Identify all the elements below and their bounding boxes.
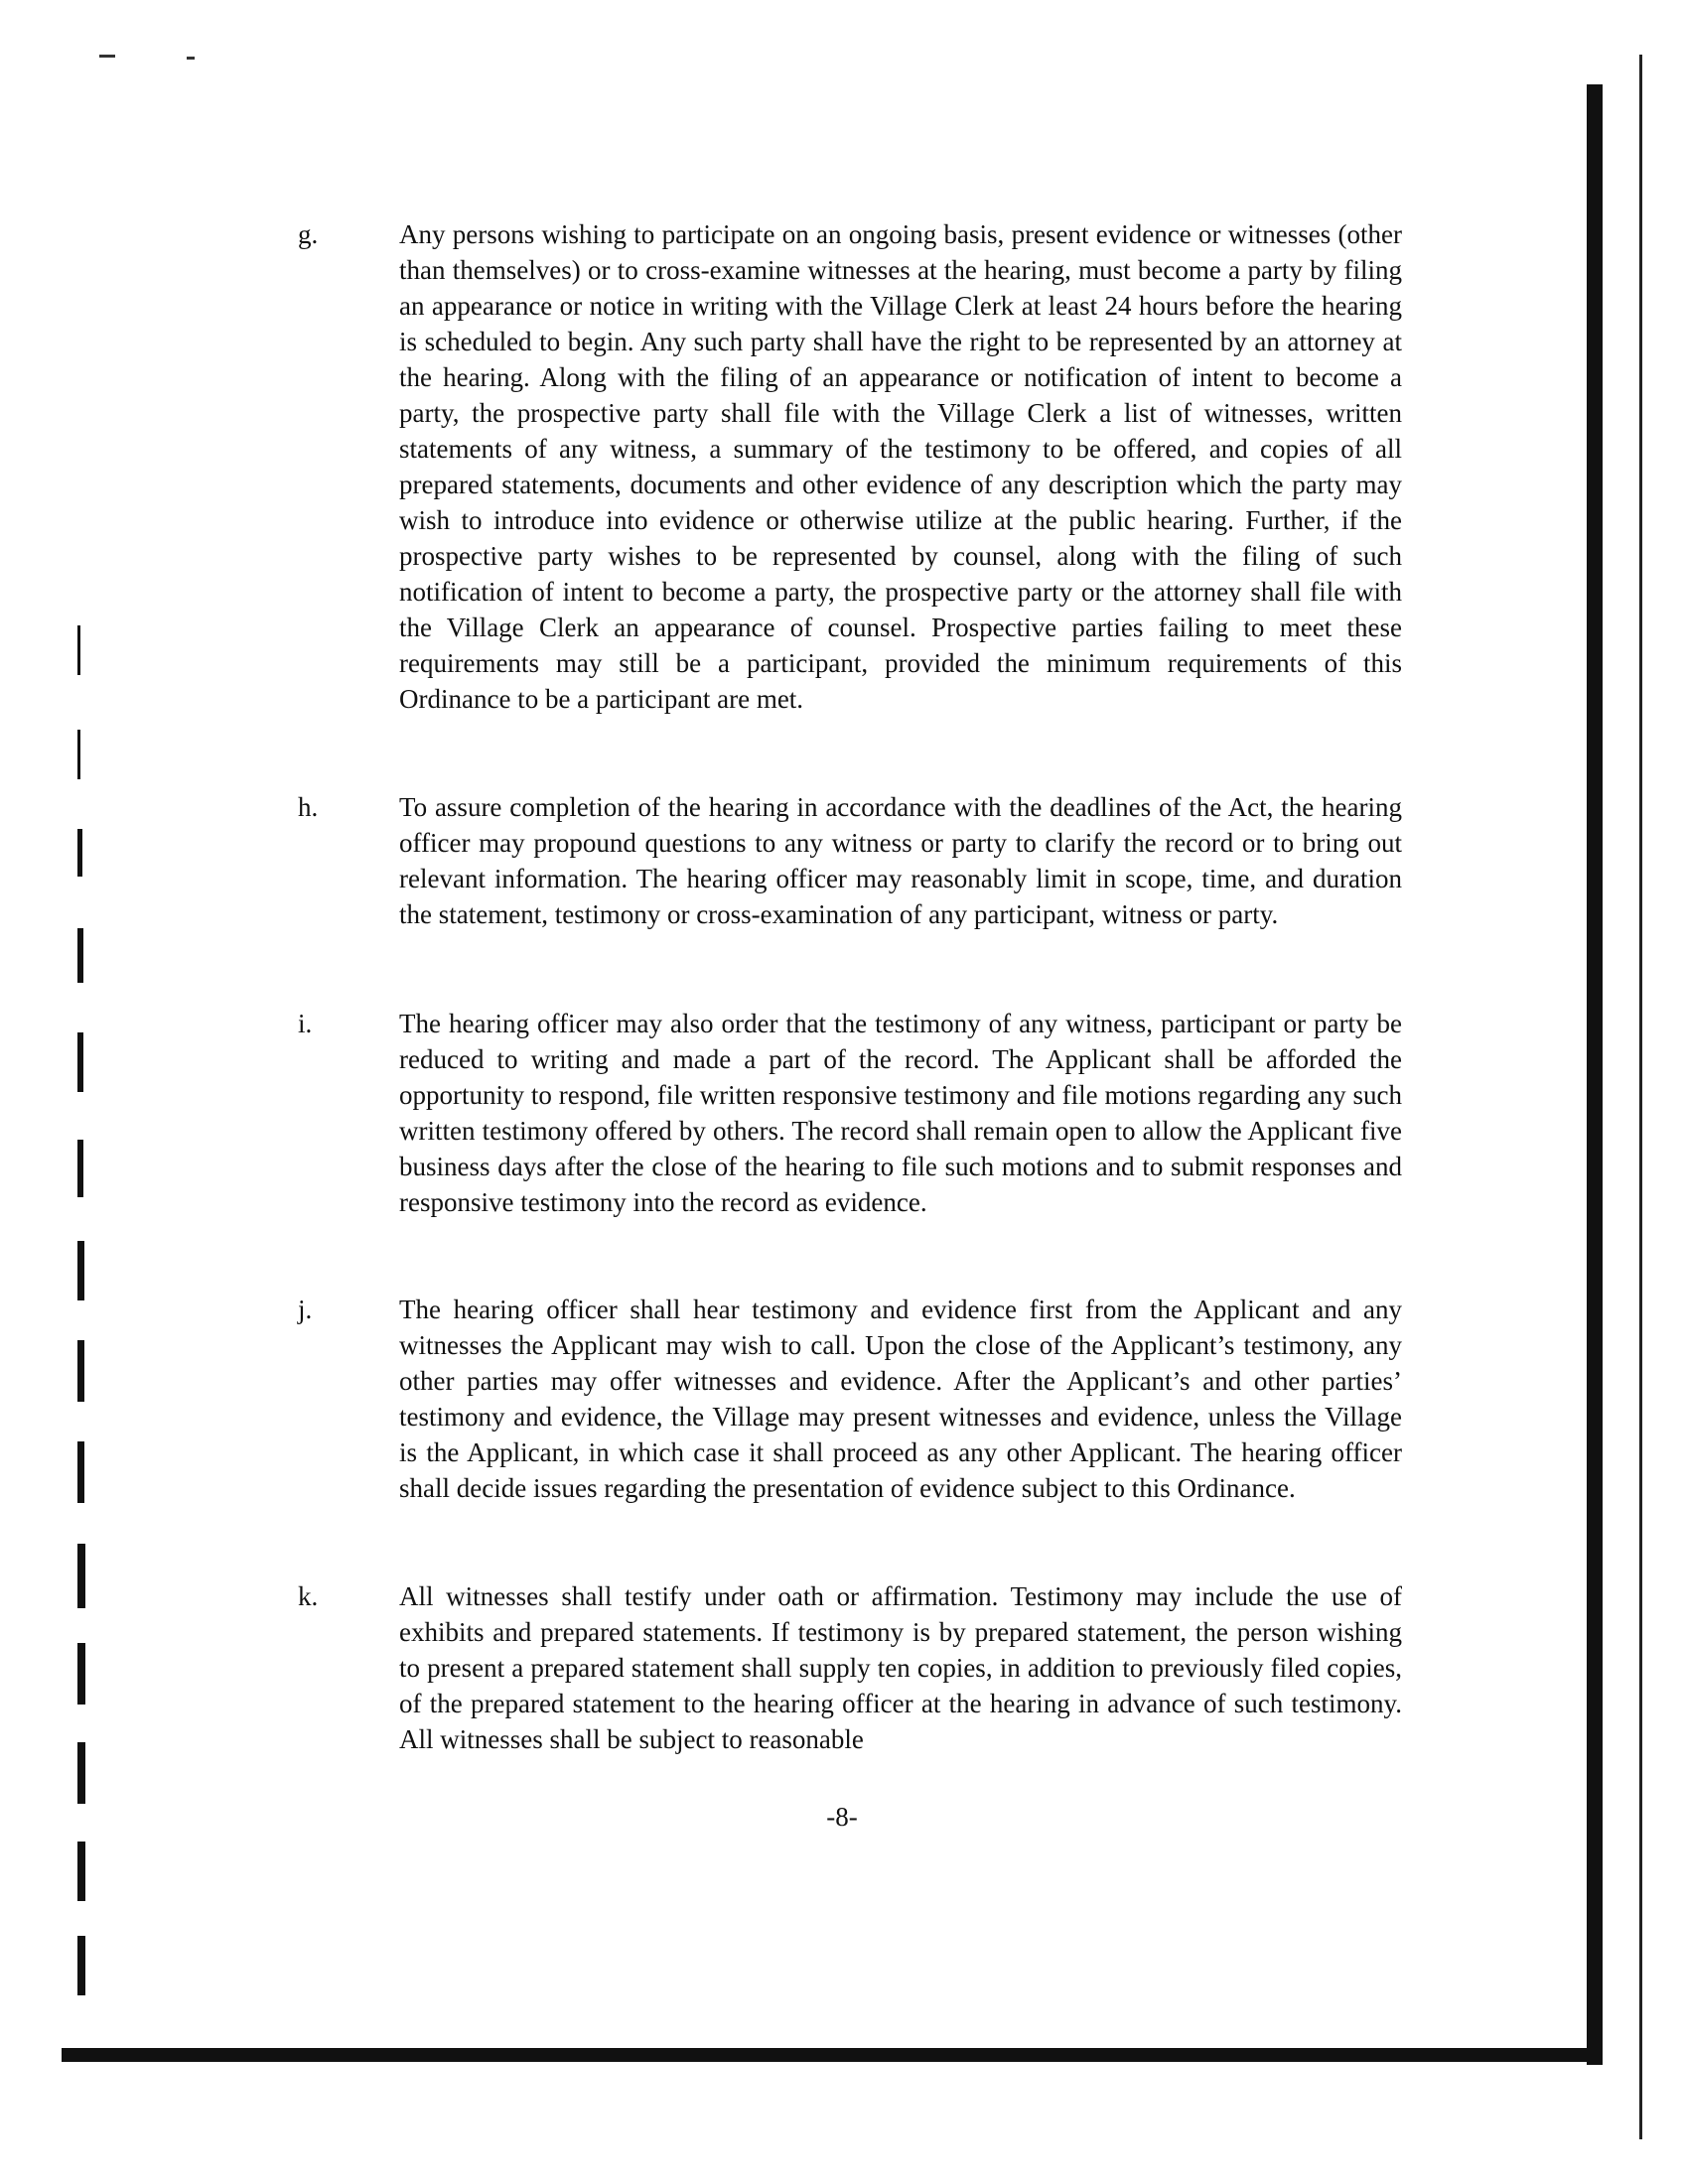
scan-left-mark: [77, 928, 83, 983]
scan-left-mark: [77, 1340, 84, 1402]
scan-border-right-thin: [1639, 55, 1642, 2139]
clause-text: Any persons wishing to participate on an ongoing basis, present evidence or witnesses (other than themselves) or to cross-examine witnesses at the hearing, must become a party by filing an appearance or notice in writing with the Village Clerk at least 24 hours before the hearing is scheduled to begin. Any such party shall have the right to be represented by an attorney at the hearing. Along with the filing of an appearance or notification of intent to become a party, the prospective party shall file with the Village Clerk a list of witnesses, written statements of any witness, a summary of the testimony to be offered, and copies of all prepared statements, documents and other evidence of any description which the party may wish to introduce into evidence or otherwise utilize at the public hearing. Further, if the prospective party wishes to be represented by counsel, along with the filing of such notification of intent to become a party, the prospective party or the attorney shall file with the Village Clerk an appearance of counsel. Prospective parties failing to meet these requirements may still be a participant, provided the minimum requirements of this Ordinance to be a participant are met.: [399, 219, 1402, 714]
scan-left-mark: [77, 1742, 85, 1804]
clause-text: The hearing officer shall hear testimony and evidence first from the Applicant and any witnesses the Applicant may wish to call. Upon the close of the Applicant’s testimony, any other parties may offer witnesses and evidence. After the Applicant’s and other parties’ testimony and evidence, the Village may present witnesses and evidence, unless the Village is the Applicant, in which case it shall proceed as any other Applicant. The hearing officer shall decide issues regarding the presentation of evidence subject to this Ordinance.: [399, 1295, 1402, 1503]
scan-left-mark: [77, 625, 80, 675]
scan-left-mark: [77, 1241, 84, 1300]
scan-dash-mark: [187, 57, 195, 60]
scan-left-mark: [77, 730, 80, 779]
scan-border-bottom: [62, 2048, 1603, 2062]
clause-text: All witnesses shall testify under oath or affirmation. Testimony may include the use of exhibits and prepared statements. If testimony is by prepared statement, the person wishing to present a prepared statement shall supply ten copies, in addition to previously filed copies, of the prepared statement to the hearing officer at the hearing in advance of such testimony. All witnesses shall be subject to reasonable: [399, 1581, 1402, 1754]
scan-border-right: [1587, 84, 1603, 2065]
scan-left-mark: [77, 1140, 83, 1197]
scan-left-mark: [77, 829, 82, 877]
scan-dash-mark: [99, 55, 115, 58]
clause-letter: j.: [298, 1295, 313, 1324]
clause-letter: i.: [298, 1009, 313, 1038]
scan-left-mark: [77, 1441, 84, 1503]
clause-letter: k.: [298, 1581, 319, 1611]
scan-left-mark: [77, 1936, 85, 1995]
clause-text: To assure completion of the hearing in accordance with the deadlines of the Act, the hearing officer may propound questions to any witness or party to clarify the record or to bring out relevant information. The hearing officer may reasonably limit in scope, time, and duration the statement, testimony or cross-examination of any participant, witness or party.: [399, 792, 1402, 929]
scan-left-mark: [77, 1544, 85, 1608]
scan-left-mark: [77, 1032, 83, 1092]
clause-letter: g.: [298, 219, 319, 249]
scan-left-mark: [77, 1842, 85, 1901]
clause-text: The hearing officer may also order that the testimony of any witness, participant or party be reduced to writing and made a part of the record. The Applicant shall be afforded the opportunity to respond, file written responsive testimony and file motions regarding any such written testimony offered by others. The record shall remain open to allow the Applicant five business days after the close of the hearing to file such motions and to submit responses and responsive testimony into the record as evidence.: [399, 1009, 1402, 1217]
clause-letter: h.: [298, 792, 319, 822]
scan-left-mark: [77, 1643, 85, 1705]
page-number: -8-: [826, 1802, 858, 1832]
